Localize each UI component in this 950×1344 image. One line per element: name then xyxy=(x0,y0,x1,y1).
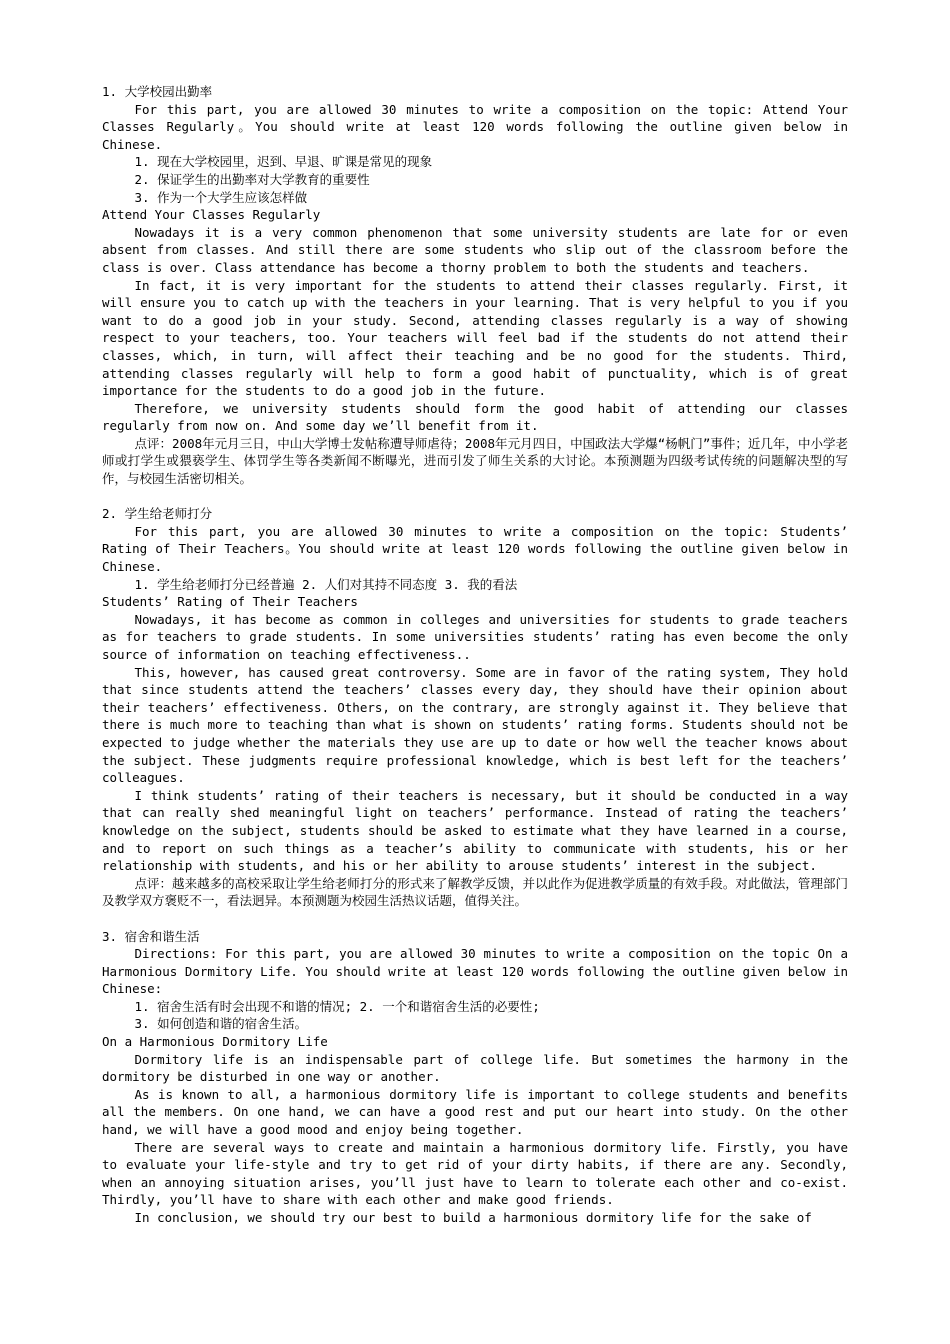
outline-item: 3. 作为一个大学生应该怎样做 xyxy=(134,189,308,205)
essay-paragraph: This, however, has caused great controversy. Some are in favor of the rating system, They hold that since students attend the teachers’ classes every day, they should have their opinion about their teachers’ effectiveness. Others, on the contrary, are strongly against it. They believe that there is much more to teaching than what is shown on students’ rating forms. Students should not be expected to judge whether the materials they use are up to date or how well the teacher knows about the subject. These judgments require professional knowledge, which is best left for the teachers’ colleagues. xyxy=(102,664,848,786)
document-page xyxy=(102,83,848,1227)
section-3 xyxy=(102,928,848,1227)
essay-paragraph: Dormitory life is an indispensable part of college life. But sometimes the harmony in the dormitory be disturbed in one way or another. xyxy=(102,1051,848,1085)
essay-paragraph: In conclusion, we should try our best to build a harmonious dormitory life for the sake of xyxy=(134,1210,812,1225)
essay-title: Students’ Rating of Their Teachers xyxy=(102,594,358,610)
directions: For this part, you are allowed 30 minutes to write a composition on the topic: Students’ Rating of Their Teachers。You should write at least 120 words following the outline given below in Chinese. xyxy=(102,523,848,575)
section-title: 3. 宿舍和谐生活 xyxy=(102,928,200,944)
outline-item: 3. 如何创造和谐的宿舍生活。 xyxy=(134,1016,308,1032)
comment: 点评：2008年元月三日，中山大学博士发帖称遭导师虐待；2008年元月四日，中国政法大学爆“杨帆门”事件；近几年，中小学老师或打学生或猥亵学生、体罚学生等各类新闻不断曝光，进而引发了师生关系的大讨论。本预测题为四级考试传统的问题解决型的写作，与校园生活密切相关。 xyxy=(102,435,848,487)
essay-paragraph: Therefore, we university students should form the good habit of attending our classes regularly from now on. And some day we’ll benefit from it. xyxy=(102,400,848,434)
essay-paragraph: I think students’ rating of their teachers is necessary, but it should be conducted in a way that can really shed meaningful light on teachers’ performance. Instead of rating the teachers’ knowledge on the subject, students should be asked to estimate what they have learned in a course, and to report on such things as a teacher’s ability to communicate with students, his or her relationship with students, and his or her ability to arouse students’ interest in the subject. xyxy=(102,787,848,874)
essay-paragraph: Nowadays, it has become as common in colleges and universities for students to grade teachers as for teachers to grade students. In some universities students’ rating has even become the only source of information on teaching effectiveness.. xyxy=(102,611,848,662)
outline-item: 1. 学生给老师打分已经普遍 2. 人们对其持不同态度 3. 我的看法 xyxy=(134,576,518,592)
outline-item: 2. 保证学生的出勤率对大学教育的重要性 xyxy=(134,171,370,187)
section-gap xyxy=(102,910,848,928)
section-2 xyxy=(102,505,848,910)
essay-paragraph: There are several ways to create and maintain a harmonious dormitory life. Firstly, you have to evaluate your life-style and try to get rid of your dirty habits, if there are any. Secondly, when an annoying situation arises, you’ll just have to learn to tolerate each other and co-exist. Thirdly, you’ll have to share with each other and make good friends. xyxy=(102,1139,848,1208)
directions: For this part, you are allowed 30 minutes to write a composition on the topic: Attend Your Classes Regularly。You should write at least 120 words following the outline given below in Chinese. xyxy=(102,101,848,152)
section-gap xyxy=(102,488,848,506)
directions: Directions: For this part, you are allowed 30 minutes to write a composition on the topic On a Harmonious Dormitory Life. You should write at least 120 words following the outline given below in Chinese: xyxy=(102,946,848,997)
section-title: 2. 学生给老师打分 xyxy=(102,506,213,522)
essay-paragraph: As is known to all, a harmonious dormitory life is important to college students and benefits all the members. On one hand, we can have a good rest and put our heart into study. On the other hand, we will have a good mood and enjoy being together. xyxy=(102,1086,848,1138)
outline-item: 1. 宿舍生活有时会出现不和谐的情况; 2. 一个和谐宿舍生活的必要性; xyxy=(134,998,540,1014)
essay-paragraph: In fact, it is very important for the students to attend their classes regularly. First, it will ensure you to catch up with the teachers in your learning. That is very helpful to you if you want to do a good job in your study. Second, attending classes regularly is a way of showing respect to your teachers, too. Your teachers will feel bad if the students do not attend their classes, which, in turn, will affect their teaching and be no good for the students. Third, attending classes regularly will help to form a good habit of punctuality, which is of great importance for the students to do a good job in the future. xyxy=(102,277,848,399)
section-title: 1. 大学校园出勤率 xyxy=(102,84,213,99)
essay-paragraph: Nowadays it is a very common phenomenon that some university students are late for or even absent from classes. And still there are some students who slip out of the classroom before the class is over. Class attendance has become a thorny problem to both the students and teachers. xyxy=(102,224,848,275)
essay-title: On a Harmonious Dormitory Life xyxy=(102,1034,328,1050)
comment: 点评：越来越多的高校采取让学生给老师打分的形式来了解教学反馈，并以此作为促进教学质量的有效手段。对此做法，管理部门及教学双方褒贬不一，看法迥异。本预测题为校园生活热议话题，值得关注。 xyxy=(102,875,848,909)
outline-item: 1. 现在大学校园里，迟到、早退、旷课是常见的现象 xyxy=(134,154,433,170)
section-1 xyxy=(102,83,848,488)
essay-title: Attend Your Classes Regularly xyxy=(102,207,321,223)
